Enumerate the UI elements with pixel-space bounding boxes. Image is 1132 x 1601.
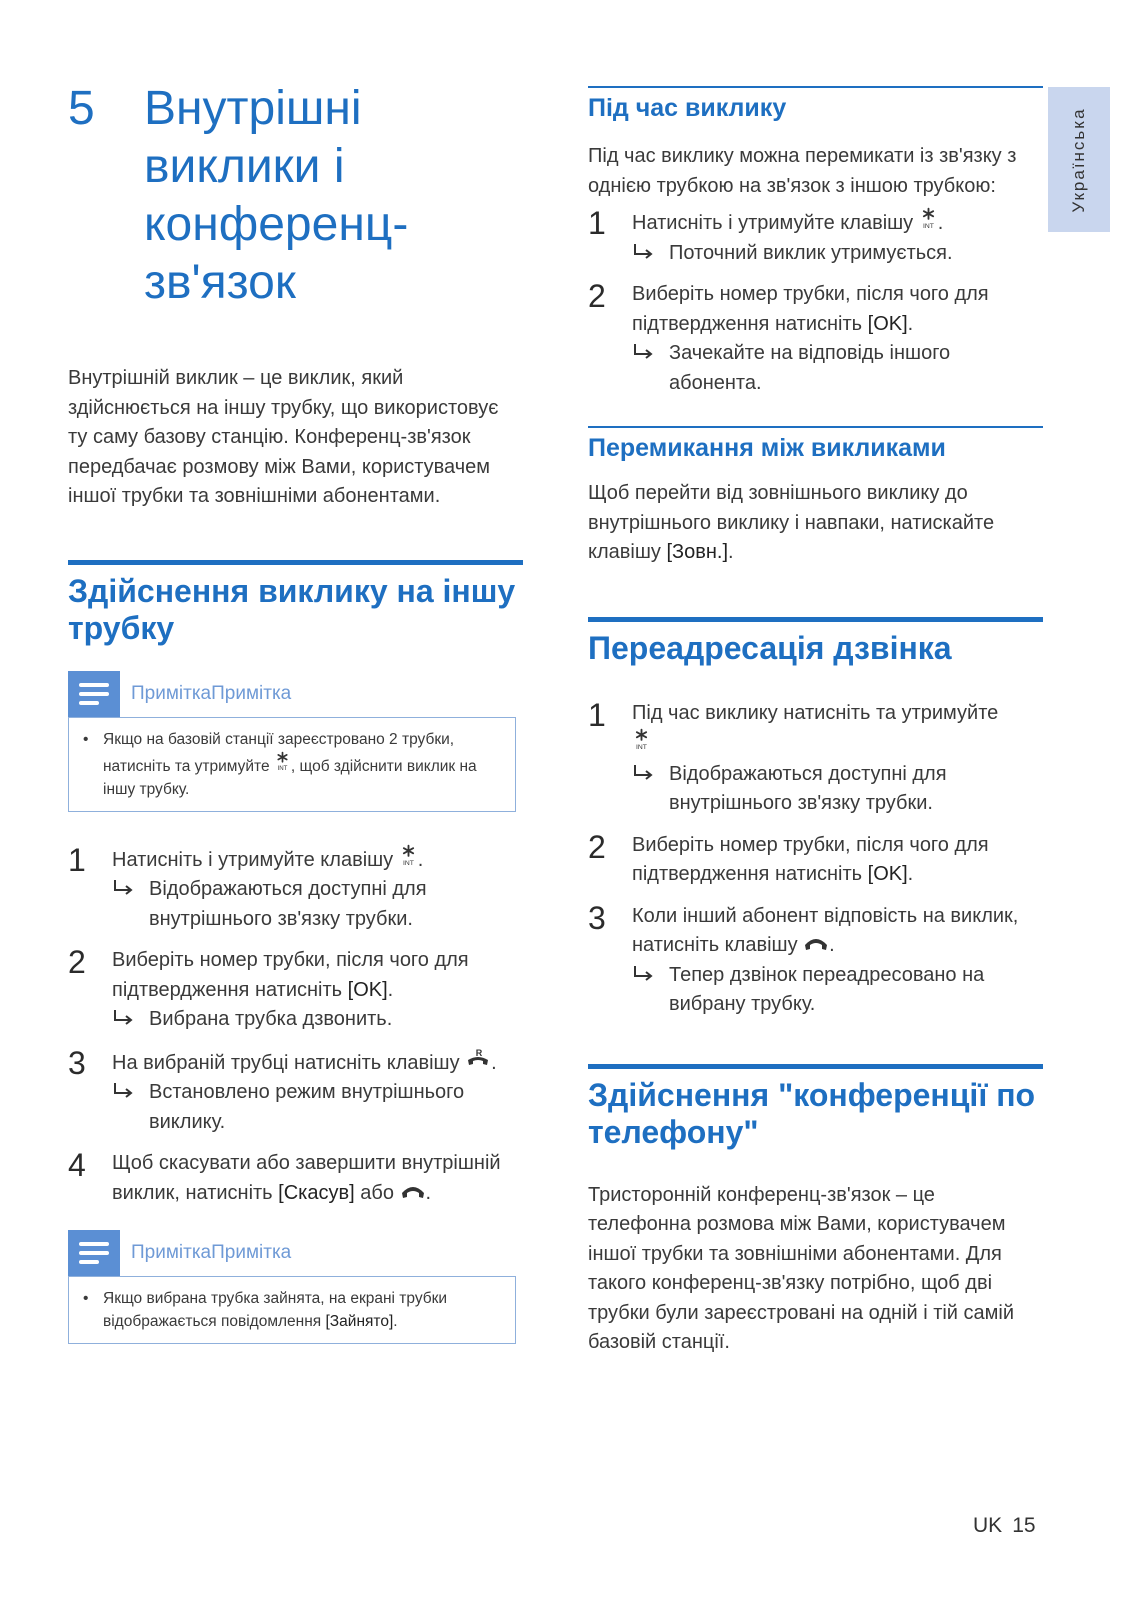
note-header xyxy=(68,671,516,717)
step-number: 1 xyxy=(68,841,86,878)
int-star-key-icon xyxy=(632,728,651,750)
step-number: 1 xyxy=(588,205,606,241)
step-item xyxy=(68,1149,523,1208)
right-column xyxy=(588,86,1043,1358)
int-star-key-icon xyxy=(399,844,418,866)
step-text: Натисніть і утримуйте клавішу . xyxy=(632,207,1043,239)
step-number: 1 xyxy=(588,696,606,733)
note-title: ПриміткаПримітка xyxy=(131,1242,292,1263)
step-text: Виберіть номер трубки, після чого для підтвердження натисніть [OK]. xyxy=(632,833,989,885)
steps-forward xyxy=(588,696,1043,1020)
result-arrow-icon xyxy=(632,343,654,359)
end-call-key-icon xyxy=(400,1181,426,1199)
section-divider xyxy=(588,426,1043,428)
step-number: 2 xyxy=(68,944,86,980)
step-number: 3 xyxy=(68,1044,86,1081)
end-call-key-icon xyxy=(803,933,829,951)
step-item xyxy=(68,1044,523,1138)
step-number: 2 xyxy=(588,828,606,865)
section-divider xyxy=(68,560,523,565)
note-icon xyxy=(68,1230,120,1276)
result-arrow-icon xyxy=(632,965,654,981)
step-text: Виберіть номер трубки, після чого для підтвердження натисніть [OK]. xyxy=(112,949,469,1001)
step-item xyxy=(588,280,1043,398)
section-divider xyxy=(588,617,1043,622)
section-divider xyxy=(588,86,1043,88)
page-number: 15 xyxy=(1012,1514,1036,1537)
result-arrow-icon xyxy=(632,764,654,780)
language-tab xyxy=(1048,87,1110,232)
step-number: 4 xyxy=(68,1147,86,1183)
note-text: Якщо вибрана трубка зайнята, на екрані трубки відображається повідомлення [Зайнято]. xyxy=(103,1290,448,1330)
step-number: 3 xyxy=(588,899,606,936)
busy-label: [Зайнято] xyxy=(325,1313,394,1330)
conference-paragraph: Тристоронній конференц-зв'язок – це телефонна розмова між Вами, користувачем іншої трубки та зовнішніми абонентами. Для такого конференц-зв'язку потрібно, щоб дві трубки були зареєстровані на одній і тій самій базовій станції. xyxy=(588,1183,1015,1353)
during-intro: Під час виклику можна перемикати із зв'язку з однією трубкою на зв'язок з іншою трубкою: xyxy=(588,145,1017,197)
result-arrow-icon xyxy=(112,1082,134,1098)
note-block-2 xyxy=(68,1230,516,1344)
ok-key-label: [OK] xyxy=(867,863,908,885)
bullet-icon: • xyxy=(83,1290,89,1307)
language-label: Українська xyxy=(1069,106,1088,213)
switch-paragraph: Щоб перейти від зовнішнього виклику до внутрішнього виклику і навпаки, натискайте клавішу [Зовн.]. xyxy=(588,482,995,563)
step-item xyxy=(588,828,1043,890)
step-item xyxy=(68,946,523,1035)
left-column xyxy=(68,364,523,1344)
step-result: Встановлено режим внутрішнього виклику. xyxy=(112,1078,523,1137)
talk-recall-key-icon xyxy=(465,1047,491,1069)
result-arrow-icon xyxy=(112,879,134,895)
step-text: Під час виклику натисніть та утримуйте xyxy=(632,699,1043,760)
section-heading-switch: Перемикання між викликами xyxy=(588,434,946,462)
intro-paragraph: Внутрішній виклик – це виклик, який здійснюється на іншу трубку, що використовує ту саму базову станцію. Конференц-зв'язок передбачає розмову між Вами, користувачем іншої трубки та зовнішніми абонентами. xyxy=(68,367,499,507)
note-icon xyxy=(68,671,120,717)
section-heading-forward: Переадресація дзвінка xyxy=(588,629,952,666)
section-divider xyxy=(588,1064,1043,1069)
step-result: Відображаються доступні для внутрішнього зв'язку трубки. xyxy=(112,875,523,934)
section-heading-conference: Здійснення "конференції по телефону" xyxy=(588,1076,1036,1150)
step-text: Виберіть номер трубки, після чого для підтвердження натисніть [OK]. xyxy=(632,283,989,335)
chapter-number: 5 xyxy=(68,82,95,135)
note-title: ПриміткаПримітка xyxy=(131,682,292,704)
ok-key-label: [OK] xyxy=(347,978,388,1001)
step-result: Вибрана трубка дзвонить. xyxy=(112,1005,523,1035)
int-star-key-icon xyxy=(274,751,291,771)
note-text: Якщо на базовій станції зареєстровано 2 трубки, натисніть та утримуйте , щоб здійснити виклик на іншу трубку. xyxy=(103,730,477,798)
step-result: Поточний виклик утримується. xyxy=(632,239,1043,269)
result-arrow-icon xyxy=(112,1009,134,1025)
chapter-title: Внутрішні виклики і конференц- зв'язок xyxy=(144,82,409,309)
ok-key-label: [OK] xyxy=(867,312,908,335)
note-box xyxy=(68,717,516,812)
step-text: На вибраній трубці натисніть клавішу . xyxy=(112,1047,523,1079)
step-item xyxy=(588,899,1043,1020)
step-item xyxy=(68,841,523,935)
steps-during xyxy=(588,207,1043,398)
step-result: Зачекайте на відповідь іншого абонента. xyxy=(632,339,1043,398)
step-result: Тепер дзвінок переадресовано на вибрану трубку. xyxy=(632,961,1043,1020)
step-number: 2 xyxy=(588,278,606,314)
note-box xyxy=(68,1276,516,1344)
step-result: Відображаються доступні для внутрішнього зв'язку трубки. xyxy=(632,760,1043,819)
footer-lang: UK xyxy=(973,1514,1003,1537)
int-star-key-icon xyxy=(919,207,938,229)
cancel-key-label: [Скасув] xyxy=(278,1181,355,1204)
step-text: Щоб скасувати або завершити внутрішній виклик, натисніть [Скасув] або . xyxy=(112,1152,501,1204)
step-text: Натисніть і утримуйте клавішу . xyxy=(112,844,523,876)
step-item xyxy=(588,207,1043,268)
chapter-heading xyxy=(68,80,538,312)
bullet-icon: • xyxy=(83,730,89,748)
note-header xyxy=(68,1230,516,1276)
steps-call xyxy=(68,841,523,1209)
result-arrow-icon xyxy=(632,243,654,259)
page-footer xyxy=(973,1514,1036,1538)
section-heading-call: Здійснення виклику на іншу трубку xyxy=(68,572,516,646)
section-heading-during: Під час виклику xyxy=(588,94,787,122)
external-key-label: [Зовн.] xyxy=(666,541,728,563)
note-block-1 xyxy=(68,671,516,812)
step-item xyxy=(588,696,1043,819)
step-text: Коли інший абонент відповість на виклик, натисніть клавішу . xyxy=(632,904,1019,956)
